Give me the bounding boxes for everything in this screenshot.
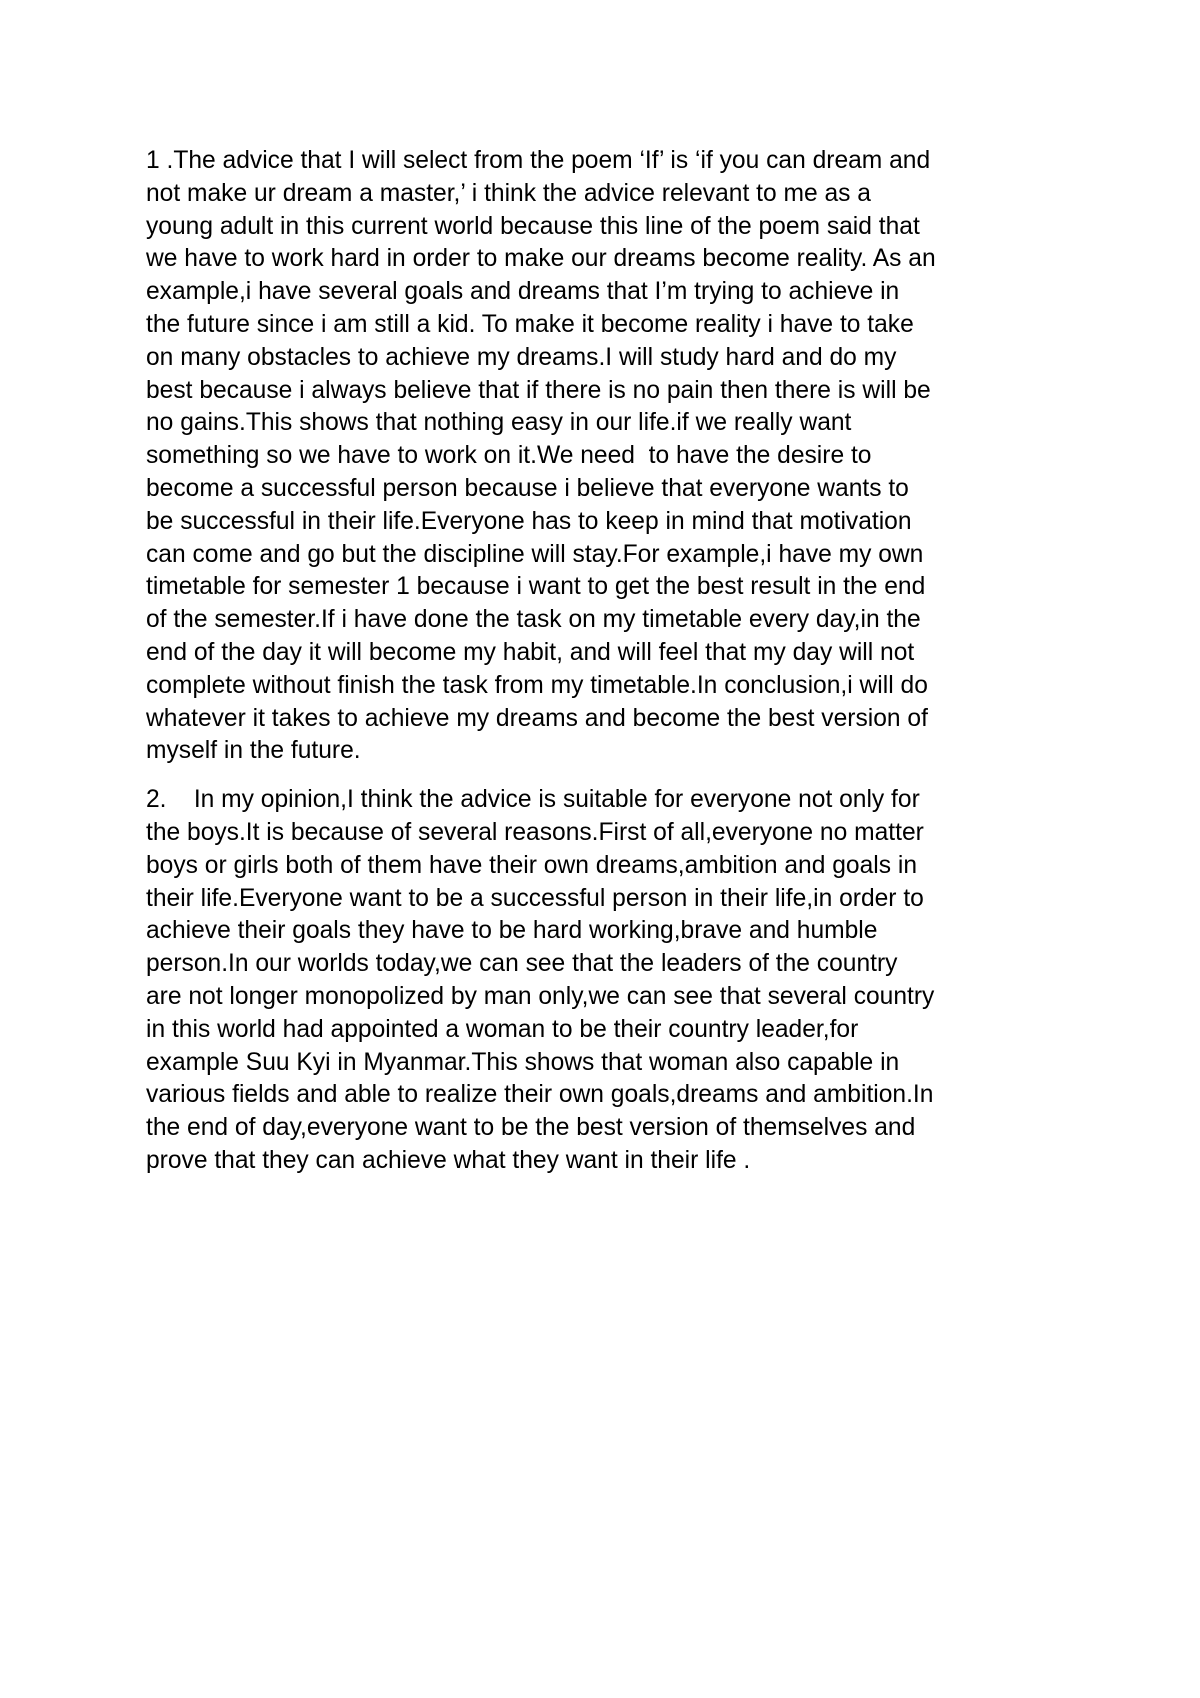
text-line: in this world had appointed a woman to be their country leader,for	[146, 1015, 859, 1043]
text-line: can come and go but the discipline will stay.For example,i have my own	[146, 540, 924, 568]
text-line: be successful in their life.Everyone has to keep in mind that motivation	[146, 507, 912, 535]
answer-paragraph-1	[146, 145, 1086, 768]
text-line: of the semester.If i have done the task on my timetable every day,in the	[146, 606, 921, 634]
text-line: something so we have to work on it.We need to have the desire to	[146, 442, 872, 470]
text-line: boys or girls both of them have their own dreams,ambition and goals in	[146, 851, 918, 879]
text-line: on many obstacles to achieve my dreams.I will study hard and do my	[146, 343, 897, 371]
text-line: complete without finish the task from my timetable.In conclusion,i will do	[146, 671, 928, 699]
text-line: achieve their goals they have to be hard working,brave and humble	[146, 917, 878, 945]
text-line: example,i have several goals and dreams that I’m trying to achieve in	[146, 278, 900, 306]
text-line: example Suu Kyi in Myanmar.This shows that woman also capable in	[146, 1048, 900, 1076]
text-line: become a successful person because i believe that everyone wants to	[146, 474, 909, 502]
text-line: are not longer monopolized by man only,we can see that several country	[146, 982, 935, 1010]
text-line: we have to work hard in order to make our dreams become reality. As an	[146, 245, 936, 273]
text-line: whatever it takes to achieve my dreams and become the best version of	[146, 704, 928, 732]
text-line: the boys.It is because of several reasons.First of all,everyone no matter	[146, 818, 924, 846]
text-line: myself in the future.	[146, 737, 361, 765]
text-line: young adult in this current world because this line of the poem said that	[146, 212, 920, 240]
text-line: best because i always believe that if there is no pain then there is will be	[146, 376, 931, 404]
paragraph-spacer	[146, 768, 1086, 784]
text-line: their life.Everyone want to be a successful person in their life,in order to	[146, 884, 924, 912]
answer-paragraph-2	[146, 784, 1086, 1178]
text-line: person.In our worlds today,we can see that the leaders of the country	[146, 950, 898, 978]
text-line: the end of day,everyone want to be the best version of themselves and	[146, 1114, 916, 1142]
text-line: no gains.This shows that nothing easy in our life.if we really want	[146, 409, 852, 437]
document-body	[146, 145, 1086, 1178]
text-line: timetable for semester 1 because i want to get the best result in the end	[146, 573, 926, 601]
text-line: 2. In my opinion,I think the advice is suitable for everyone not only for	[146, 786, 920, 814]
text-line: prove that they can achieve what they want in their life .	[146, 1146, 751, 1174]
text-line: the future since i am still a kid. To make it become reality i have to take	[146, 310, 914, 338]
text-line: not make ur dream a master,’ i think the advice relevant to me as a	[146, 179, 871, 207]
text-line: end of the day it will become my habit, and will feel that my day will not	[146, 638, 915, 666]
text-line: various fields and able to realize their own goals,dreams and ambition.In	[146, 1081, 934, 1109]
text-line: 1 .The advice that I will select from the poem ‘If’ is ‘if you can dream and	[146, 147, 931, 174]
